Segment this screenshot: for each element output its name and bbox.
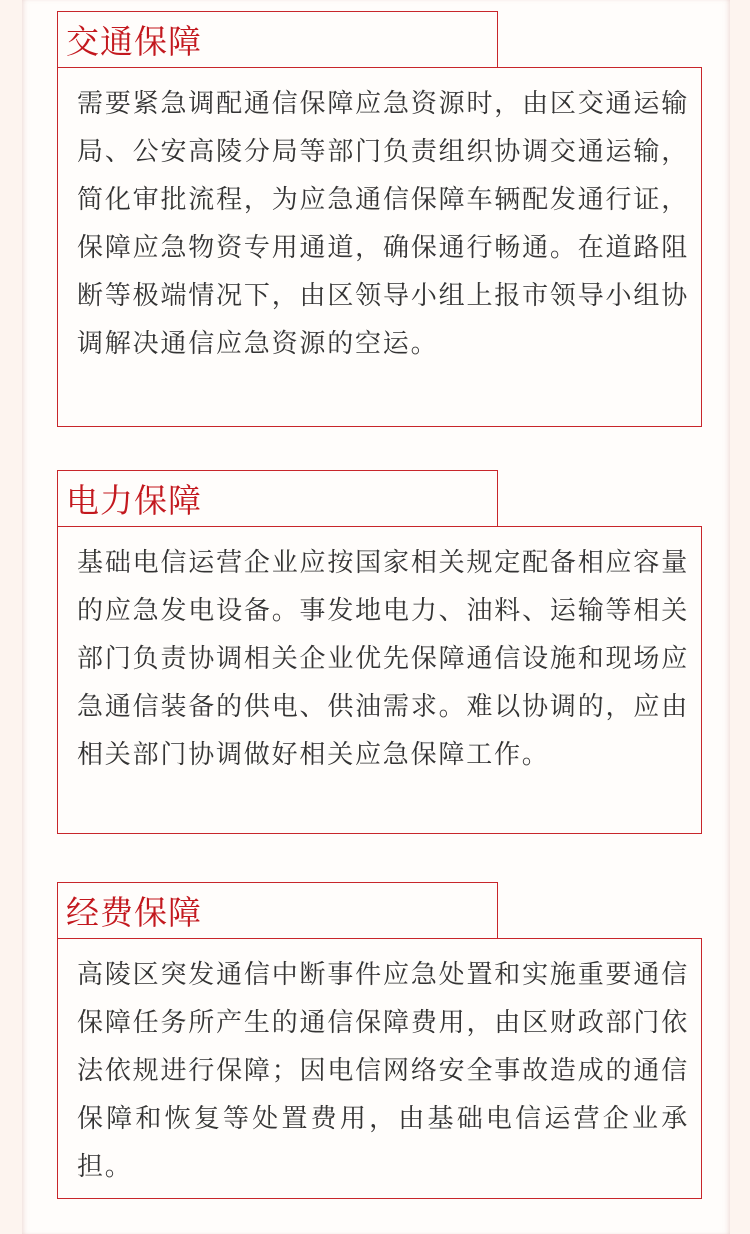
section-content-box	[57, 938, 702, 1199]
section-tab	[57, 11, 498, 68]
section-body-text: 基础电信运营企业应按国家相关规定配备相应容量的应急发电设备。事发地电力、油料、运输等相关部门负责协调相关企业优先保障通信设施和现场应急通信装备的供电、供油需求。难以协调的，应由相关部门协调做好相关应急保障工作。	[77, 548, 689, 770]
section-tab	[57, 882, 498, 939]
section-body-text: 需要紧急调配通信保障应急资源时，由区交通运输局、公安高陵分局等部门负责组织协调交通运输，简化审批流程，为应急通信保障车辆配发通行证，保障应急物资专用通道，确保通行畅通。在道路阻断等极端情况下，由区领导小组上报市领导小组协调解决通信应急资源的空运。	[77, 89, 689, 359]
section-tab	[57, 470, 498, 527]
section-body-text: 高陵区突发通信中断事件应急处置和实施重要通信保障任务所产生的通信保障费用，由区财政部门依法依规进行保障；因电信网络安全事故造成的通信保障和恢复等处置费用，由基础电信运营企业承担。	[77, 960, 689, 1182]
section-content-box	[57, 526, 702, 834]
section-content-box	[57, 67, 702, 427]
section-title: 经费保障	[66, 893, 202, 932]
section-traffic	[57, 11, 702, 427]
section-title: 电力保障	[66, 481, 202, 520]
section-power	[57, 470, 702, 834]
section-title: 交通保障	[66, 22, 202, 61]
section-funding	[57, 882, 702, 1199]
